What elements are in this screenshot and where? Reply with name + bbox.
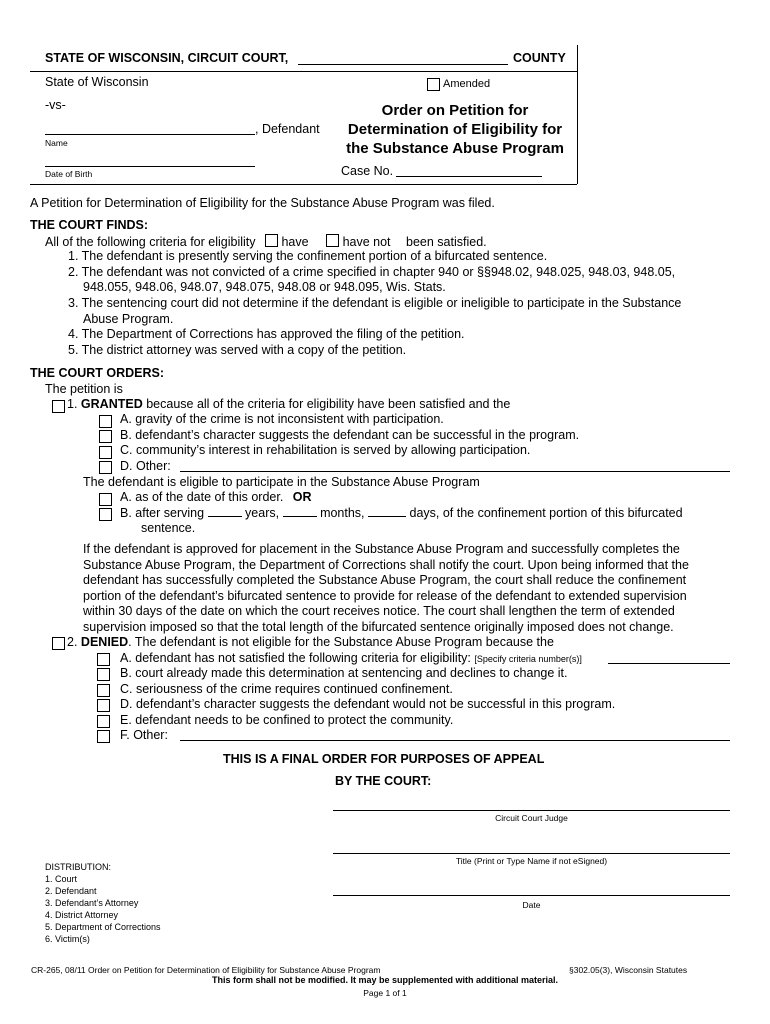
header-bottom-rule [30, 184, 577, 185]
petition-is: The petition is [45, 382, 123, 396]
denied-c-checkbox[interactable] [97, 684, 110, 697]
findings-heading: THE COURT FINDS: [30, 218, 149, 232]
denied-a: A. defendant has not satisfied the following criteria for eligibility: [120, 651, 471, 665]
county-blank[interactable] [298, 64, 508, 65]
statute-ref: §302.05(3), Wisconsin Statutes [569, 965, 688, 975]
granted-b: B. defendant’s character suggests the defendant can be successful in the program. [120, 428, 580, 442]
judge-signature-line[interactable] [333, 810, 730, 811]
page-number: Page 1 of 1 [363, 988, 407, 998]
denied-a-checkbox[interactable] [97, 653, 110, 666]
granted-a-checkbox[interactable] [99, 415, 112, 428]
denied-checkbox[interactable] [52, 637, 65, 650]
date-line[interactable] [333, 895, 730, 896]
or-label: OR [292, 490, 312, 504]
denied-b-checkbox[interactable] [97, 668, 110, 681]
eligible-line: The defendant is eligible to participate in the Substance Abuse Program [83, 475, 480, 489]
granted-c: C. community’s interest in rehabilitation is served by allowing participation. [120, 443, 531, 457]
title-label: Title (Print or Type Name if not eSigned) [455, 856, 608, 866]
months-field[interactable] [283, 516, 317, 517]
been-satisfied-label: been satisfied. [406, 235, 487, 249]
paragraph-line-5: within 30 days of the date on which the court receives notice. The court shall lengthen the term of extended [83, 604, 675, 618]
finding-5: 5. The district attorney was served with a copy of the petition. [68, 343, 407, 357]
granted-d-checkbox[interactable] [99, 461, 112, 474]
eligible-a-line [120, 490, 312, 504]
name-label: Name [45, 138, 68, 148]
granted-other-field[interactable] [180, 471, 730, 472]
intro-text: A Petition for Determination of Eligibility for the Substance Abuse Program was filed. [30, 196, 495, 210]
distribution-heading: DISTRIBUTION: [45, 862, 112, 872]
distribution-item: 5. Department of Corrections [45, 922, 161, 932]
denied-e: E. defendant needs to be confined to protect the community. [120, 713, 454, 727]
paragraph-line-2: Substance Abuse Program, the Department of Corrections shall notify the court. Upon being informed that the [83, 557, 689, 572]
denied-d: D. defendant’s character suggests the defendant would not be successful in this program. [120, 697, 616, 711]
have-not-checkbox[interactable] [326, 234, 339, 247]
amended-checkbox[interactable] [427, 78, 440, 91]
denied-word: DENIED [80, 635, 129, 649]
final-order-notice: THIS IS A FINAL ORDER FOR PURPOSES OF APPEAL [223, 752, 545, 766]
finding-4: 4. The Department of Corrections has approved the filing of the petition. [68, 327, 465, 341]
days-field[interactable] [368, 516, 406, 517]
court-line [45, 51, 288, 65]
granted-a: A. gravity of the crime is not inconsistent with participation. [120, 412, 444, 426]
criteria-prefix: All of the following criteria for eligibility [45, 235, 256, 249]
amended-label: Amended [443, 78, 491, 90]
finding-1: 1. The defendant is presently serving the confinement portion of a bifurcated sentence. [68, 249, 548, 263]
judge-label: Circuit Court Judge [495, 813, 568, 823]
case-no-label: Case No. [341, 164, 394, 178]
denied-c: C. seriousness of the crime requires continued confinement. [120, 682, 453, 696]
granted-b-checkbox[interactable] [99, 430, 112, 443]
form-id: CR-265, 08/11 Order on Petition for Determination of Eligibility for Substance Abuse Program [31, 965, 381, 975]
header-top-rule [30, 71, 577, 72]
denied-e-checkbox[interactable] [97, 715, 110, 728]
denied-a-note: [Specify criteria number(s)] [474, 654, 582, 664]
date-label: Date [522, 900, 541, 910]
denied-b: B. court already made this determination at sentencing and declines to change it. [120, 666, 568, 680]
court-line-prefix: STATE OF WISCONSIN, CIRCUIT COURT, [45, 51, 289, 65]
denied-f-checkbox[interactable] [97, 730, 110, 743]
denied-rest: . The defendant is not eligible for the Substance Abuse Program because the [128, 635, 554, 649]
have-not-label: have not [342, 235, 391, 249]
completion-paragraph [83, 542, 689, 635]
eligible-b-checkbox[interactable] [99, 508, 112, 521]
eligible-a: A. as of the date of this order. [120, 490, 284, 504]
finding-2-cont: 948.055, 948.06, 948.07, 948.075, 948.08 or 948.095, Wis. Stats. [83, 280, 446, 294]
title-line-3: the Substance Abuse Program [346, 140, 564, 157]
plaintiff: State of Wisconsin [45, 75, 149, 89]
defendant-name-field[interactable] [45, 134, 255, 135]
finding-2: 2. The defendant was not convicted of a crime specified in chapter 940 or §§948.02, 948.025, 948.03, 948.05, [68, 265, 676, 279]
distribution-list [45, 861, 161, 945]
have-checkbox[interactable] [265, 234, 278, 247]
modification-notice: This form shall not be modified. It may be supplemented with additional material. [211, 975, 559, 985]
granted-checkbox[interactable] [52, 400, 65, 413]
defendant-label: , Defendant [255, 122, 320, 136]
finding-3: 3. The sentencing court did not determine if the defendant is eligible or ineligible to participate in the Substance [68, 296, 682, 310]
paragraph-line-1: If the defendant is approved for placement in the Substance Abuse Program and successfully completes the [83, 542, 680, 556]
title-line-2: Determination of Eligibility for [347, 121, 563, 138]
denied-other-field[interactable] [180, 740, 730, 741]
denied-number: 2. [67, 635, 78, 649]
case-no-field[interactable] [396, 176, 542, 177]
sentence-label: sentence. [141, 521, 196, 535]
title-line-1: Order on Petition for [381, 102, 529, 119]
eligible-b-prefix: B. after serving [120, 506, 205, 520]
granted-word: GRANTED [80, 397, 143, 411]
eligible-b-line [120, 506, 683, 520]
years-label: years, [245, 506, 280, 520]
distribution-item: 4. District Attorney [45, 910, 119, 920]
granted-rest: because all of the criteria for eligibility have been satisfied and the [146, 397, 511, 411]
by-the-court: BY THE COURT: [335, 774, 432, 788]
criteria-numbers-field[interactable] [608, 663, 730, 664]
denied-d-checkbox[interactable] [97, 699, 110, 712]
granted-c-checkbox[interactable] [99, 446, 112, 459]
dob-field[interactable] [45, 166, 255, 167]
vs-label: -vs- [45, 98, 66, 112]
have-label: have [281, 235, 309, 249]
distribution-item: 1. Court [45, 874, 78, 884]
dob-label: Date of Birth [45, 169, 93, 179]
finding-3-cont: Abuse Program. [83, 312, 174, 326]
judge-title-line[interactable] [333, 853, 730, 854]
denied-a-line [120, 651, 582, 665]
months-label: months, [320, 506, 365, 520]
eligible-a-checkbox[interactable] [99, 493, 112, 506]
granted-number: 1. [67, 397, 78, 411]
granted-d: D. Other: [120, 459, 171, 473]
denied-f: F. Other: [120, 728, 168, 742]
orders-heading: THE COURT ORDERS: [30, 366, 165, 380]
distribution-item: 3. Defendant’s Attorney [45, 898, 139, 908]
distribution-item: 2. Defendant [45, 886, 97, 896]
denied-line [67, 635, 554, 649]
granted-line [67, 397, 510, 411]
years-field[interactable] [208, 516, 242, 517]
criteria-line [45, 234, 487, 249]
county-label: COUNTY [513, 51, 566, 65]
distribution-item: 6. Victim(s) [45, 934, 90, 944]
days-rest: days, of the confinement portion of this bifurcated [409, 506, 683, 520]
paragraph-line-6: supervision imposed so that the total length of the bifurcated sentence originally imposed does not change. [83, 619, 674, 634]
paragraph-line-3: defendant has successfully completed the Substance Abuse Program, the court shall reduce the confinement [83, 573, 687, 587]
paragraph-line-4: portion of the defendant’s bifurcated sentence to provide for release of the defendant to extended supervision [83, 588, 687, 603]
form-title [330, 101, 580, 158]
